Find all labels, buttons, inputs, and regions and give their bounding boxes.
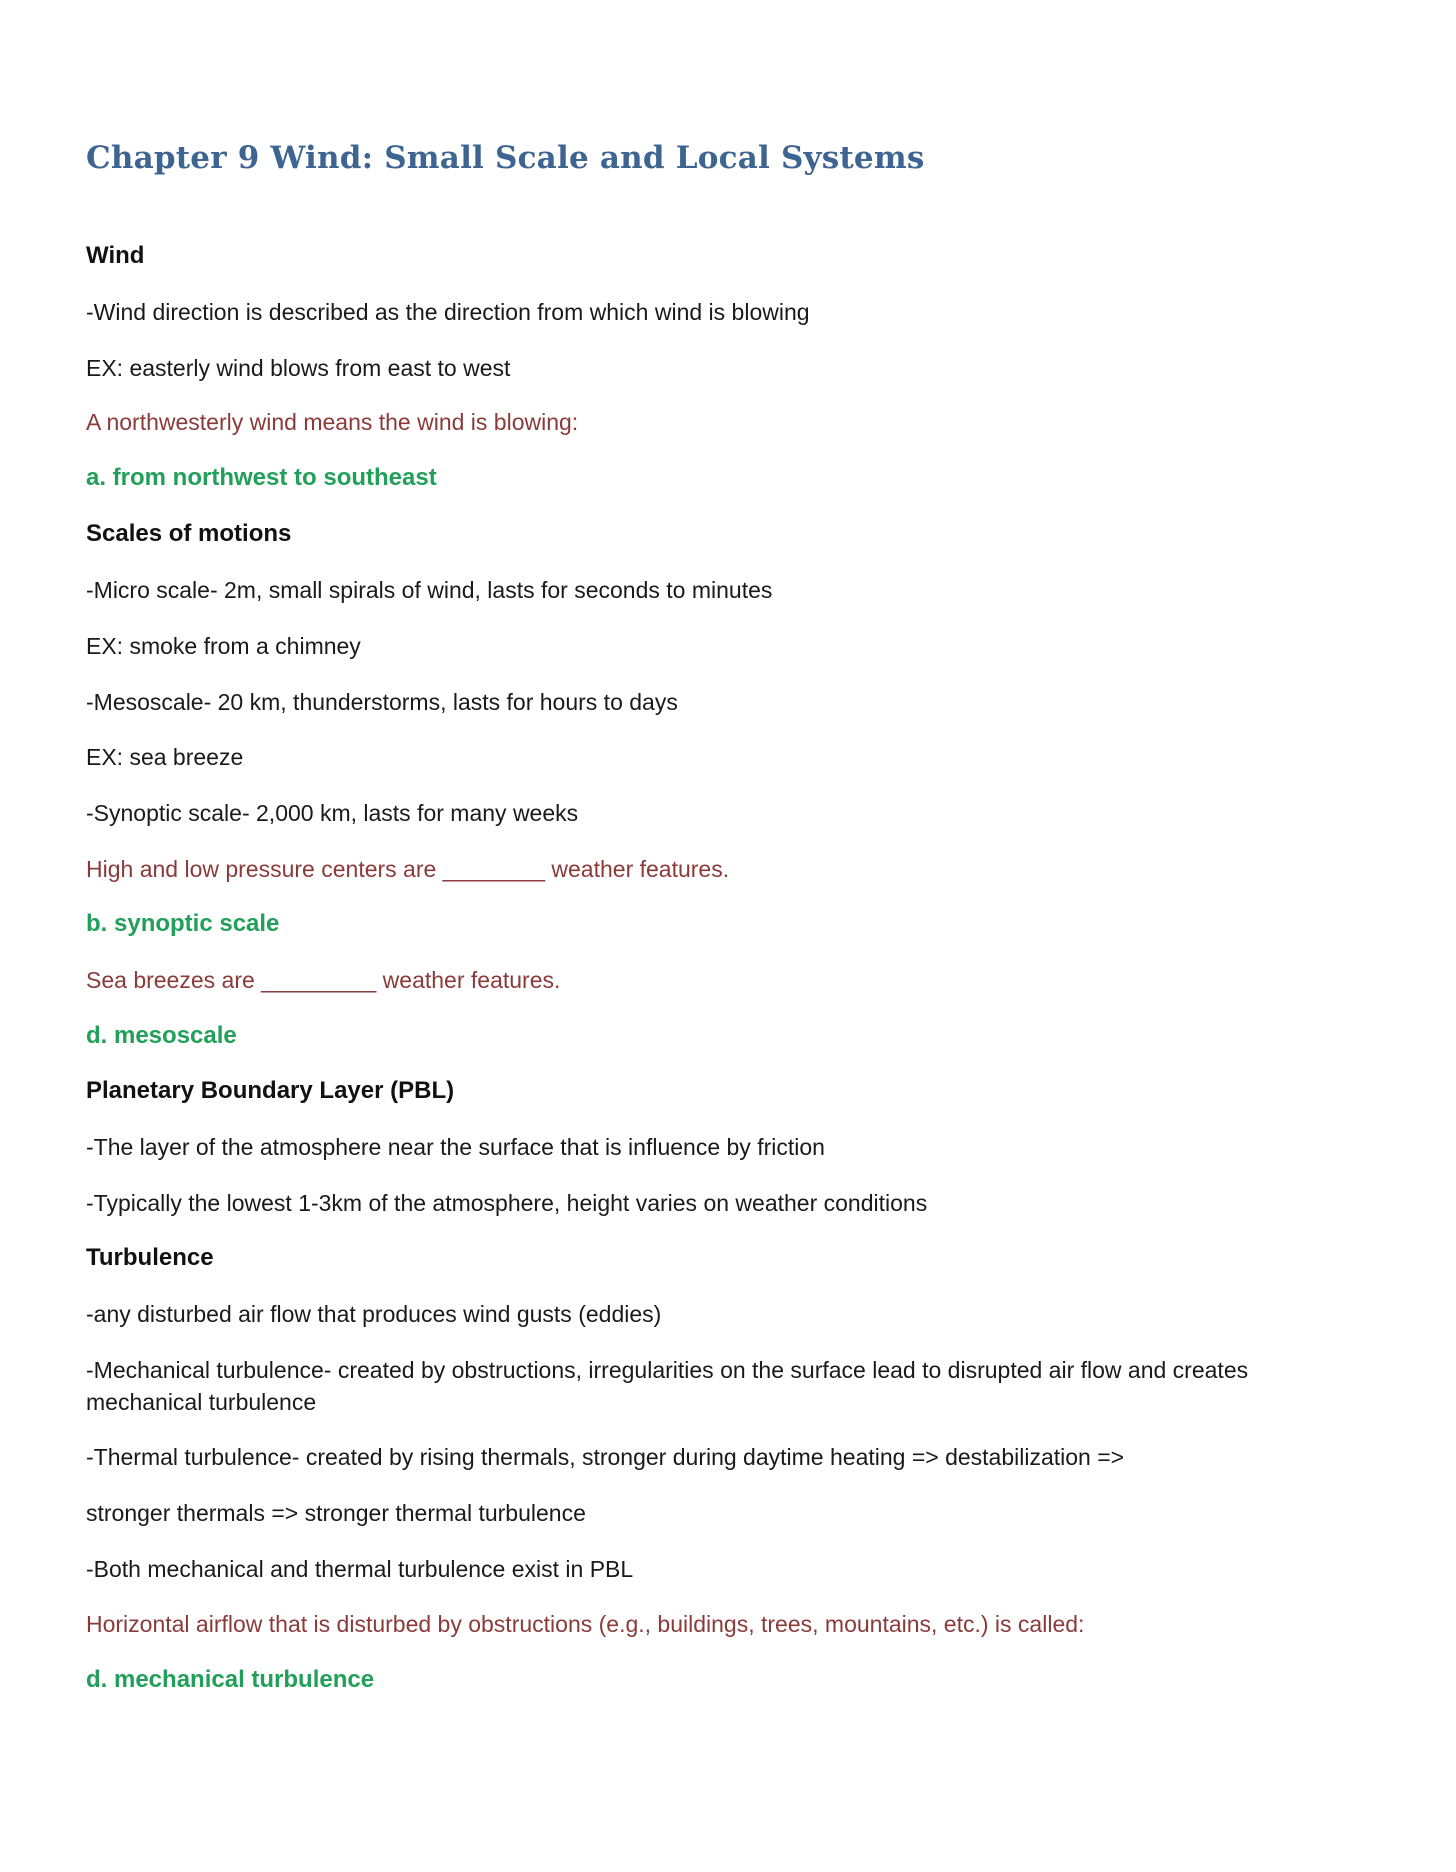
answer-text: d. mechanical turbulence	[86, 1666, 375, 1693]
question-text: Sea breezes are _________ weather features.	[86, 967, 561, 993]
section-heading-wind: Wind	[86, 242, 145, 269]
body-text: -Micro scale- 2m, small spirals of wind, lasts for seconds to minutes	[86, 577, 773, 603]
body-text: -any disturbed air flow that produces wind gusts (eddies)	[86, 1301, 662, 1327]
body-text: -Wind direction is described as the direction from which wind is blowing	[86, 299, 810, 325]
question-text: Horizontal airflow that is disturbed by obstructions (e.g., buildings, trees, mountains, etc.) is called:	[86, 1611, 1085, 1637]
section-heading-turbulence: Turbulence	[86, 1244, 214, 1271]
section-heading-pbl: Planetary Boundary Layer (PBL)	[86, 1077, 455, 1104]
body-text: -Mechanical turbulence- created by obstructions, irregularities on the surface lead to disrupted air flow and creates mechanical turbulence	[86, 1357, 1249, 1415]
body-text: stronger thermals => stronger thermal turbulence	[86, 1500, 586, 1526]
body-text: -Mesoscale- 20 km, thunderstorms, lasts for hours to days	[86, 689, 678, 715]
question-text: High and low pressure centers are ________ weather features.	[86, 856, 730, 882]
body-text: -Synoptic scale- 2,000 km, lasts for many weeks	[86, 800, 579, 826]
body-text: EX: easterly wind blows from east to west	[86, 355, 511, 381]
body-text: EX: smoke from a chimney	[86, 633, 361, 659]
answer-text: d. mesoscale	[86, 1022, 237, 1049]
answer-text: b. synoptic scale	[86, 910, 280, 937]
section-heading-scales: Scales of motions	[86, 520, 292, 547]
body-text: -The layer of the atmosphere near the surface that is influence by friction	[86, 1134, 825, 1160]
question-text: A northwesterly wind means the wind is blowing:	[86, 409, 579, 435]
chapter-title: Chapter 9 Wind: Small Scale and Local Systems	[86, 140, 925, 176]
body-text: -Typically the lowest 1-3km of the atmosphere, height varies on weather conditions	[86, 1190, 928, 1216]
answer-text: a. from northwest to southeast	[86, 464, 437, 491]
body-text: -Both mechanical and thermal turbulence exist in PBL	[86, 1556, 634, 1582]
body-text: EX: sea breeze	[86, 744, 244, 770]
body-text: -Thermal turbulence- created by rising thermals, stronger during daytime heating => destabilization =>	[86, 1444, 1125, 1470]
